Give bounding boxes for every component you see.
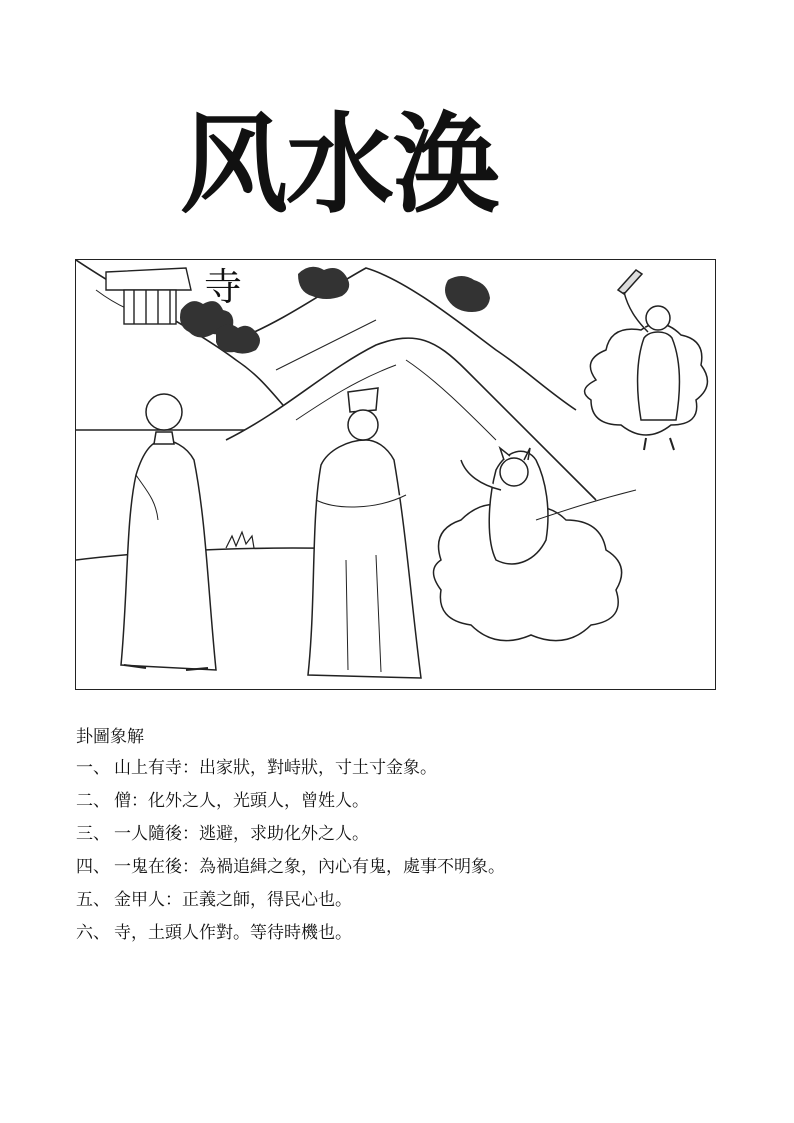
temple-label: 寺 (204, 265, 243, 309)
scene-drawing (76, 260, 716, 690)
note-number: 六、 (76, 923, 110, 943)
note-number: 二、 (76, 791, 110, 811)
note-text: 一人隨後：逃避，求助化外之人。 (114, 824, 369, 844)
note-number: 五、 (76, 890, 110, 910)
note-text: 金甲人：正義之師，得民心也。 (114, 890, 352, 910)
note-text: 一鬼在後：為禍追緝之象，內心有鬼，處事不明象。 (114, 857, 505, 877)
page-title: 风水涣 (180, 103, 499, 228)
note-item (76, 892, 505, 925)
note-text: 山上有寺：出家狀，對峙狀，寸土寸金象。 (114, 758, 437, 778)
note-number: 四、 (76, 857, 110, 877)
note-number: 三、 (76, 824, 110, 844)
note-text: 寺，土頭人作對。等待時機也。 (114, 923, 352, 943)
interpretation-notes (76, 729, 505, 958)
notes-heading: 卦圖象解 (76, 727, 144, 747)
note-item (76, 760, 505, 793)
hexagram-illustration (75, 259, 716, 690)
note-item (76, 859, 505, 892)
monk-figure (121, 394, 216, 670)
grass-tuft (226, 532, 254, 548)
armored-warrior-figure (585, 270, 708, 450)
note-text: 僧：化外之人，光頭人，曾姓人。 (114, 791, 369, 811)
note-number: 一、 (76, 758, 110, 778)
note-item (76, 826, 505, 859)
note-item (76, 793, 505, 826)
note-item (76, 925, 505, 958)
